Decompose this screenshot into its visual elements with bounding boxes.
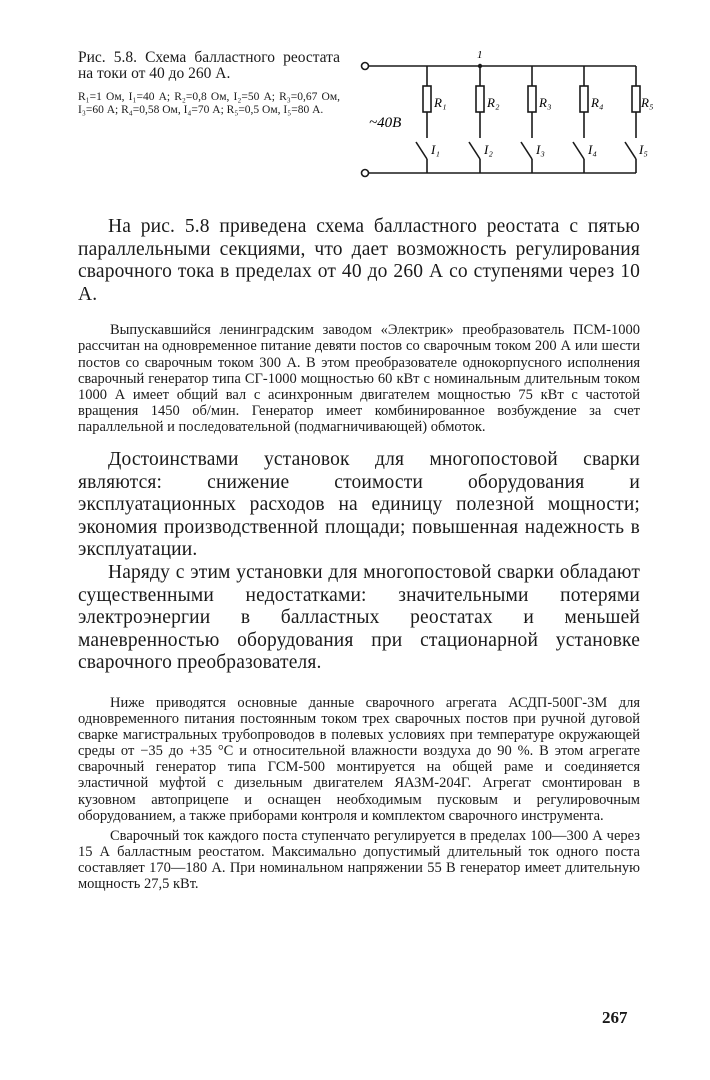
- resistor-2-label: R₂: [487, 95, 500, 110]
- resistor-3-icon: [528, 86, 536, 112]
- paragraph-ballast-rheostat: На рис. 5.8 приведена схема балластного реостата с пятью параллельными секциями, что дает возможность регулирования сварочного тока в пределах от 40 до 260 А со ступенями через 10 А.: [78, 216, 640, 305]
- resistor-2-icon: [476, 86, 484, 112]
- resistor-1-icon: [423, 86, 431, 112]
- paragraph-advantages: Достоинствами установок для многопостовой сварки являются: снижение стоимости оборудования и эксплуатационных расходов на единицу полезной мощности; экономия производственной площади; повышенная надежность в эксплуатации.: [78, 449, 640, 561]
- switch-1-label: I₁: [431, 142, 440, 157]
- switch-4-icon: [573, 142, 584, 159]
- page-number: 267: [602, 1008, 628, 1027]
- paragraph-asdp-500g: Ниже приводятся основные данные сварочного агрегата АСДП-500Г-3М для одновременного питания постоянным током трех сварочных постов при ручной дуговой сварке магистральных трубопроводов в полевых условиях при температуре окружающей среды от −35 до +35 °С и относительной влажности воздуха до 90 %. В этом агрегате сварочный генератор типа ГСМ-500 монтируется на общей раме и соединяется эластичной муфтой с дизельным двигателем ЯАЗМ-204Г. Агрегат смонтирован в кузовном автоприцепе и оснащен необходимым пусковым и регулировочным оборудованием, а также приборами контроля и комплектом сварочного инструмента.: [78, 694, 640, 824]
- voltage-label: ~40В: [369, 115, 402, 131]
- caption-parameters: R₁=1 Ом, I₁=40 А; R₂=0,8 Ом, I₂=50 А; R₃=0,67 Ом, I₃=60 А; R₄=0,58 Ом, I₄=70 А; R₅=0,5 Ом, I₅=80 А.: [78, 91, 340, 116]
- book-page: [78, 46, 654, 892]
- resistor-5-label: R₅: [641, 95, 654, 110]
- branch-2: [469, 66, 484, 173]
- resistor-4-icon: [580, 86, 588, 112]
- figure-5-8: [78, 46, 654, 196]
- branch-3: [521, 66, 536, 173]
- circuit-svg: [354, 46, 654, 196]
- branch-5: [625, 66, 640, 173]
- ballast-rheostat-circuit-diagram: [354, 46, 654, 196]
- resistor-3-label: R₃: [539, 95, 552, 110]
- branch-4: [573, 66, 588, 173]
- switch-2-icon: [469, 142, 480, 159]
- switch-3-label: I₃: [536, 142, 545, 157]
- switch-5-label: I₅: [639, 142, 648, 157]
- switch-5-icon: [625, 142, 636, 159]
- bottom-terminal: [362, 170, 369, 177]
- top-terminal: [362, 63, 369, 70]
- paragraph-psm-1000: Выпускавшийся ленинградским заводом «Электрик» преобразователь ПСМ-1000 рассчитан на одновременное питание девяти постов со сварочным током 200 А или шести постов со сварочным током 300 А. В этом преобразователе однокорпусного исполнения сварочный генератор типа СГ-1000 мощностью 60 кВт с номинальным длительным током 1000 А имеет общий вал с асинхронным двигателем мощностью 75 кВт с частотой вращения 1450 об/мин. Генератор имеет комбинированное возбуждение за счет параллельной и последовательной (подмагничивающей) обмоток.: [78, 322, 640, 435]
- paragraph-disadvantages: Наряду с этим установки для многопостовой сварки обладают существенными недостатками: значительными потерями электроэнергии в балластных реостатах и меньшей маневренностью оборудования при стационарной установке сварочного преобразователя.: [78, 562, 640, 674]
- caption-title: Рис. 5.8. Схема балластного реостата на токи от 40 до 260 А.: [78, 49, 340, 82]
- resistor-4-label: R₄: [591, 95, 604, 110]
- figure-caption: [78, 50, 340, 116]
- paragraph-welding-current: Сварочный ток каждого поста ступенчато регулируется в пределах 100—300 А через 15 А балластным реостатом. Максимально допустимый длительный ток одного поста составляет 170—180 А. При номинальном напряжении 55 В генератор имеет длительную мощность 27,5 кВт.: [78, 827, 640, 892]
- switch-4-label: I₄: [588, 142, 597, 157]
- switch-1-icon: [416, 142, 427, 159]
- switch-2-label: I₂: [484, 142, 493, 157]
- branch-1: [416, 66, 431, 173]
- switch-3-icon: [521, 142, 532, 159]
- node-label: 1: [477, 49, 483, 61]
- resistor-5-icon: [632, 86, 640, 112]
- resistor-1-label: R₁: [434, 95, 447, 110]
